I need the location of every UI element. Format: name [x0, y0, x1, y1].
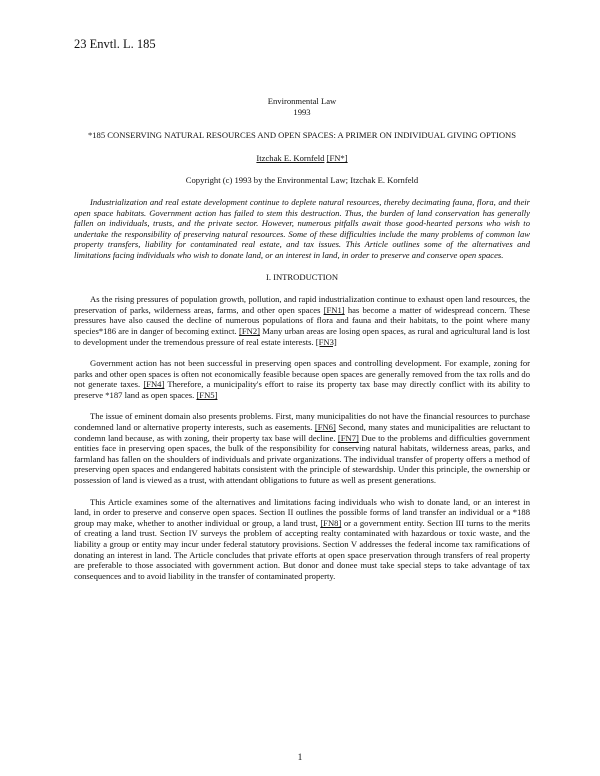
footnote-link-fn3[interactable]: [FN3]	[315, 336, 337, 347]
section-heading: I. INTRODUCTION	[265, 271, 339, 282]
abstract: Industrialization and real estate development continue to deplete natural resources, thereby decimating fauna, flora, and their open space habitats. Government action has failed to stem this destruction. Thus, the burden of land conservation has generally fallen on individuals, trusts, and the private sector. However, numerous pitfalls await those good-hearted persons who wish to undertake the responsibility of preserving natural resources. Some of these difficulties include the many problems of common law property transfers, liability for contaminated real estate, and tax issues. This Article outlines some of the alternatives and limitations facing individuals who wish to donate land, or an interest in land, in order to preserve and conserve open spaces.	[74, 196, 530, 260]
footnote-link-fn1[interactable]: [FN1]	[323, 304, 345, 315]
author-footnote-link[interactable]: [FN*]	[326, 152, 348, 163]
citation: 23 Envtl. L. 185	[74, 37, 156, 51]
footnote-link-fn2[interactable]: [FN2]	[238, 325, 260, 336]
author-line	[74, 153, 530, 164]
footnote-link-fn4[interactable]: [FN4]	[143, 379, 165, 390]
footnote-link-fn8[interactable]: [FN8]	[320, 517, 342, 528]
journal-name: Environmental Law	[267, 96, 337, 106]
paragraph-4: This Article examines some of the alternatives and limitations facing individuals who wish to donate land, or an interest in land, in order to preserve and conserve open spaces. Section II outlines the possible forms of land transfer an individual or a *188 group may make, whether to another individual or group, a land trust, [FN8] or a government entity. Section III turns to the merits of creating a land trust. Section IV surveys the problem of accepting realty contaminated with hazardous or toxic waste, and the liability a group or entity may incur under federal statutory provisions. Section V addresses the federal income tax ramifications of donating an interest in land. The Article concludes that private efforts at open space preservation through transfers of real property are preferable to those associated with government action. But donor and donee must take special steps to take advantage of tax consequences and to avoid liability in the transfer of contaminated property.	[74, 496, 530, 581]
paragraph-2: Government action has not been successful in preserving open spaces and controlling development. For example, zoning for parks and other open spaces is often not economically feasible because open spaces are generally removed from the tax rolls and do not generate taxes. [FN4] Therefore, a municipality's effort to raise its property tax base may directly conflict with its ability to preserve *187 land as open spaces. [FN5]	[74, 358, 530, 400]
author-name[interactable]: Itzchak E. Kornfeld	[256, 152, 325, 163]
paragraph-3: The issue of eminent domain also presents problems. First, many municipalities do not have the financial resources to purchase condemned land or alternative property interests, such as easements. [FN6] Second, many states and municipalities are reluctant to condemn land because, as with zoning, their property tax base will decline. [FN7] Due to the problems and difficulties government entities face in preserving open spaces, the bulk of the responsibility for conserving natural habitats, wilderness areas, parks, and farmland has fallen on the shoulders of individuals and private organizations. The individual transfer of property offers a method of preserving open spaces and endangered habitats consistent with the principle of stewardship. Under this principle, the ownership or possession of land is viewed as a trust, with attendant obligations to future as well as present generations.	[74, 411, 530, 486]
copyright-notice: Copyright (c) 1993 by the Environmental Law; Itzchak E. Kornfeld	[185, 175, 419, 186]
document-body	[74, 96, 530, 592]
publication-year: 1993	[293, 106, 311, 117]
footnote-link-fn5[interactable]: [FN5]	[196, 389, 218, 400]
paragraph-1: As the rising pressures of population growth, pollution, and rapid industrialization continue to exhaust open land resources, the preservation of parks, wilderness areas, farms, and other open spaces [FN1] has become a matter of widespread concern. These pressures have also caused the decline of numerous populations of flora and fauna and their habitats, to the point where many species*186 are in danger of becoming extinct. [FN2] Many urban areas are losing open spaces, as rural and agricultural land is lost to development under the tremendous pressure of real estate interests. [FN3]	[74, 294, 531, 347]
footnote-link-fn6[interactable]: [FN6]	[314, 422, 336, 433]
page-number: 1	[297, 753, 303, 763]
article-title: *185 CONSERVING NATURAL RESOURCES AND OPEN SPACES: A PRIMER ON INDIVIDUAL GIVING OPTIONS	[87, 130, 517, 141]
footnote-link-fn7[interactable]: [FN7]	[337, 432, 359, 443]
